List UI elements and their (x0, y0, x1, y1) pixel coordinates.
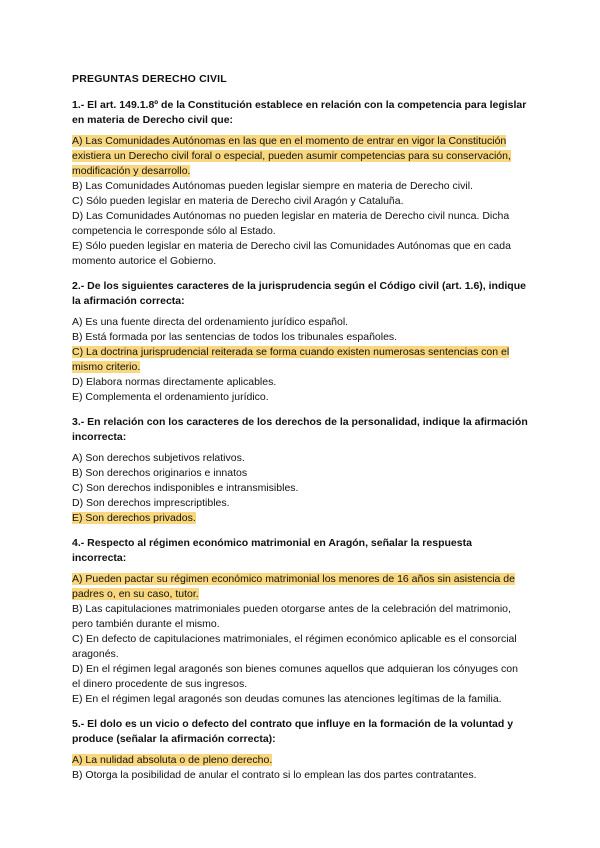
answer-option: D) En el régimen legal aragonés son bienes comunes aquellos que adquieran los cónyuges con el dinero procedente de sus ingresos. (72, 663, 518, 690)
answer-option: C) Son derechos indisponibles e intransmisibles. (72, 482, 299, 494)
answer-option: D) Son derechos imprescriptibles. (72, 497, 230, 509)
answer-option: C) Sólo pueden legislar en materia de Derecho civil Aragón y Cataluña. (72, 195, 404, 207)
answer-options (72, 753, 528, 783)
answer-option (72, 572, 528, 602)
answer-option: B) Está formada por las sentencias de todos los tribunales españoles. (72, 331, 398, 343)
question-text: 1.- El art. 149.1.8º de la Constitución establece en relación con la competencia para legislar en materia de Derecho civil que: (72, 99, 527, 126)
answer-option: B) Otorga la posibilidad de anular el contrato si lo emplean las dos partes contratantes. (72, 769, 477, 781)
highlighted-answer: A) La nulidad absoluta o de pleno derecho. (72, 754, 273, 766)
answer-option: D) Las Comunidades Autónomas no pueden legislar en materia de Derecho civil nunca. Dicha competencia le corresponde sólo al Estado. (72, 210, 510, 237)
highlighted-answer: A) Las Comunidades Autónomas en las que en el momento de entrar en vigor la Constitución existiera un Derecho civil foral o especial, pueden asumir competencias para su conservación, modificación y desarrollo. (72, 135, 511, 177)
question-1 (72, 98, 528, 269)
answer-option: E) Complementa el ordenamiento jurídico. (72, 391, 269, 403)
answer-option: D) Elabora normas directamente aplicables. (72, 376, 277, 388)
answer-option: B) Las capitulaciones matrimoniales pueden otorgarse antes de la celebración del matrimonio, pero también durante el mismo. (72, 603, 511, 630)
document-title: PREGUNTAS DERECHO CIVIL (72, 73, 227, 85)
question-2 (72, 279, 528, 405)
answer-option: C) En defecto de capitulaciones matrimoniales, el régimen económico aplicable es el consorcial aragonés. (72, 633, 517, 660)
highlighted-answer: A) Pueden pactar su régimen económico matrimonial los menores de 16 años sin asistencia de padres o, en su caso, tutor. (72, 573, 515, 600)
answer-option: A) Es una fuente directa del ordenamiento jurídico español. (72, 316, 349, 328)
answer-options (72, 451, 528, 526)
highlighted-answer: C) La doctrina jurisprudencial reiterada se forma cuando existen numerosas sentencias con el mismo criterio. (72, 346, 510, 373)
answer-option: E) En el régimen legal aragonés son deudas comunes las atenciones legítimas de la familia. (72, 693, 502, 705)
answer-option (72, 134, 528, 179)
question-3 (72, 415, 528, 526)
question-4 (72, 536, 528, 707)
question-text: 3.- En relación con los caracteres de los derechos de la personalidad, indique la afirmación incorrecta: (72, 416, 528, 443)
question-text: 2.- De los siguientes caracteres de la jurisprudencia según el Código civil (art. 1.6), indique la afirmación correcta: (72, 280, 526, 307)
answer-option: B) Las Comunidades Autónomas pueden legislar siempre en materia de Derecho civil. (72, 180, 473, 192)
answer-option: E) Sólo pueden legislar en materia de Derecho civil las Comunidades Autónomas que en cada momento autorice el Gobierno. (72, 240, 511, 267)
answer-options (72, 572, 528, 707)
answer-option (72, 753, 528, 768)
answer-option (72, 511, 528, 526)
answer-option: A) Son derechos subjetivos relativos. (72, 452, 245, 464)
question-text: 4.- Respecto al régimen económico matrimonial en Aragón, señalar la respuesta incorrecta: (72, 537, 472, 564)
answer-options (72, 315, 528, 405)
answer-options (72, 134, 528, 269)
answer-option (72, 345, 528, 375)
question-text: 5.- El dolo es un vicio o defecto del contrato que influye en la formación de la voluntad y produce (señalar la afirmación correcta): (72, 718, 514, 745)
answer-option: B) Son derechos originarios e innatos (72, 467, 248, 479)
highlighted-answer: E) Son derechos privados. (72, 512, 196, 524)
question-5 (72, 717, 528, 783)
